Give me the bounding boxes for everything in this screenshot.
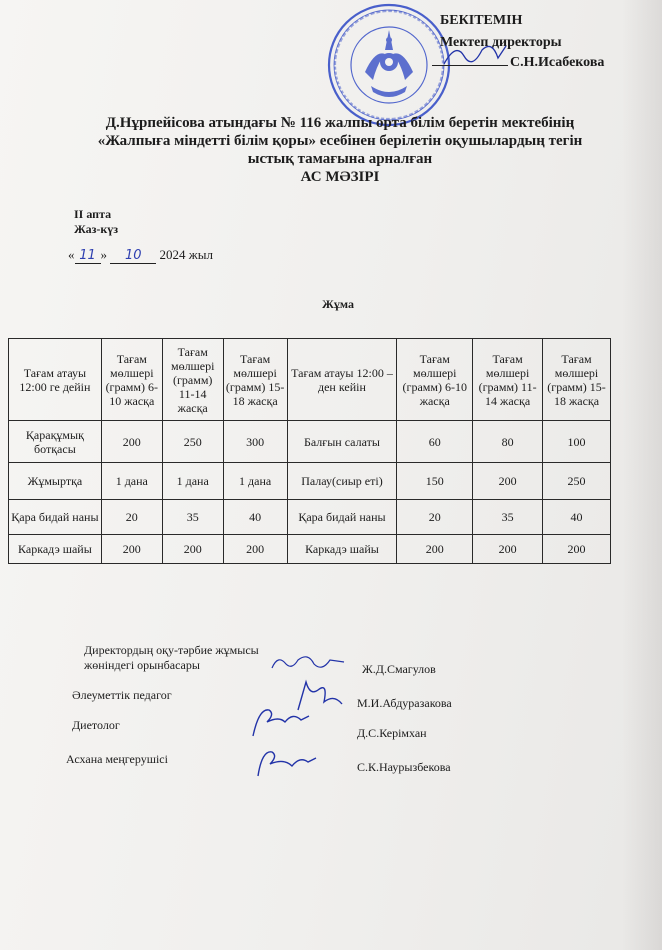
page-shadow [622,0,662,950]
menu-date [68,247,213,264]
table-row [9,535,611,564]
table-cell: 200 [101,535,162,564]
signatory-role: Диетолог [72,718,120,732]
director-name: С.Н.Исабекова [510,55,605,70]
date-year: 2024 жыл [159,247,213,262]
title-line-3: ыстық тамағына арналған [247,151,433,167]
table-cell: 200 [223,535,287,564]
table-cell: Палау(сиыр еті) [287,463,397,500]
weekday-heading: Жұма [322,297,354,311]
header-cell: Тағам мөлшері (грамм) 11-14 жасқа [473,339,543,421]
table-cell: 100 [543,421,611,463]
header-cell: Тағам мөлшері (грамм) 6-10 жасқа [101,339,162,421]
table-cell: 35 [162,500,223,535]
table-cell: 200 [397,535,473,564]
header-cell: Тағам мөлшері (грамм) 15-18 жасқа [543,339,611,421]
date-close-quote: » [100,247,107,262]
table-cell: 35 [473,500,543,535]
table-cell: 20 [101,500,162,535]
header-cell: Тағам мөлшері (грамм) 6-10 жасқа [397,339,473,421]
table-header-row [9,339,611,421]
header-cell: Тағам атауы 12:00 – ден кейін [287,339,397,421]
table-cell: 80 [473,421,543,463]
table-row [9,463,611,500]
table-cell: Балғын салаты [287,421,397,463]
season-label: Жаз-күз [74,222,119,236]
table-cell: Қара бидай наны [9,500,102,535]
table-cell: 300 [223,421,287,463]
signature-icon [250,740,320,780]
week-label: II апта [74,207,112,221]
signatory-name: Д.С.Керімхан [357,726,427,740]
table-row [9,421,611,463]
table-cell: Каркадэ шайы [287,535,397,564]
signature-icon [245,700,315,740]
signatory-role [84,643,259,673]
table-cell: 40 [223,500,287,535]
header-cell: Тағам атауы 12:00 ге дейін [9,339,102,421]
table-cell: Каркадэ шайы [9,535,102,564]
signatory-name: Ж.Д.Смагулов [362,662,436,676]
table-cell: 200 [473,535,543,564]
table-cell: Жұмыртқа [9,463,102,500]
date-open-quote: « [68,247,75,262]
header-cell: Тағам мөлшері (грамм) 15-18 жасқа [223,339,287,421]
signature-icon [268,650,348,676]
table-cell: Қара бидай наны [287,500,397,535]
date-day: 11 [75,248,101,264]
table-row [9,500,611,535]
table-cell: 250 [162,421,223,463]
title-line-2: «Жалпыға міндетті білім қоры» есебінен берілетін оқушылардың тегін [97,133,583,149]
director-signature-icon [440,36,510,72]
signatory-role: Асхана меңгерушісі [66,752,168,766]
signatory-role: Әлеуметтік педагог [72,688,172,702]
document-title [60,114,620,186]
approve-label: БЕКІТЕМІН [440,13,523,28]
title-line-1: Д.Нұрпейісова атындағы № 116 жалпы орта білім беретін мектебінің [105,115,575,131]
table-cell: 250 [543,463,611,500]
table-cell: 1 дана [162,463,223,500]
table-cell: 20 [397,500,473,535]
signatory-role-line: Директордың оқу-тәрбие жұмысы [84,643,259,657]
menu-table [8,338,611,564]
date-month: 10 [110,248,156,264]
table-cell: 150 [397,463,473,500]
signatory-name: С.К.Наурызбекова [357,760,451,774]
signatory-role-line: жөніндегі орынбасары [84,658,200,672]
signatory-name: М.И.Абдуразакова [357,696,452,710]
table-cell: 200 [543,535,611,564]
table-cell: 200 [101,421,162,463]
table-cell: 1 дана [101,463,162,500]
table-cell: 200 [162,535,223,564]
table-cell: Қарақұмық ботқасы [9,421,102,463]
table-cell: 40 [543,500,611,535]
table-cell: 1 дана [223,463,287,500]
table-cell: 200 [473,463,543,500]
header-cell: Тағам мөлшері (грамм) 11-14 жасқа [162,339,223,421]
table-cell: 60 [397,421,473,463]
title-line-4: АС МӘЗІРІ [300,169,380,185]
director-position: Мектеп директоры [440,35,562,50]
